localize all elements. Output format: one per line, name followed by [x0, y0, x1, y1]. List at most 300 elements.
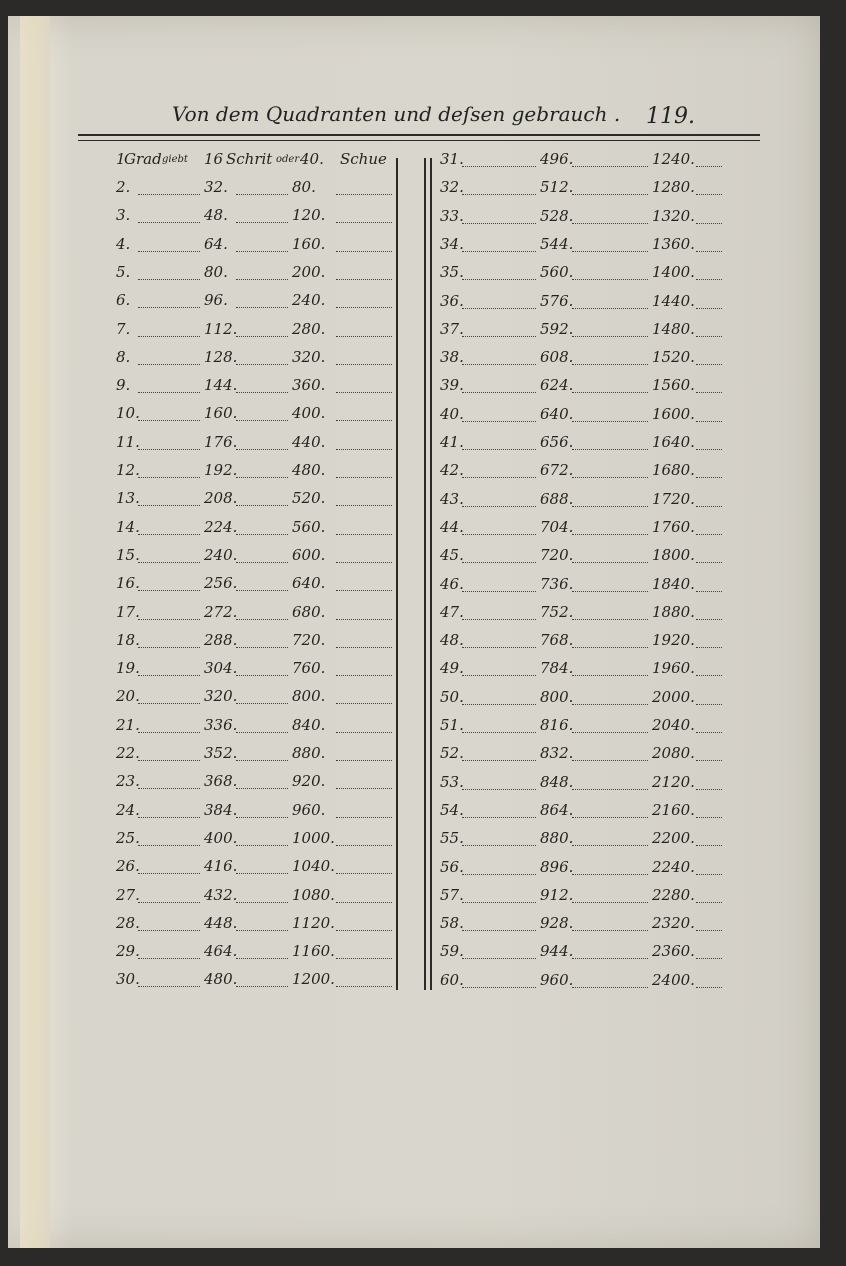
- table-row: [116, 914, 392, 938]
- table-row: [116, 829, 392, 853]
- schrit-cell: 576.: [540, 291, 574, 310]
- dot-leader: [696, 789, 722, 790]
- dot-leader: [696, 874, 722, 875]
- dot-leader: [462, 987, 536, 988]
- schrit-cell: 704.: [540, 517, 574, 536]
- schrit-cell: 64.: [204, 234, 228, 253]
- table-row: [440, 942, 722, 966]
- dot-leader: [236, 364, 288, 365]
- schrit-cell: 432.: [204, 885, 238, 904]
- dot-leader: [336, 307, 392, 308]
- grad-cell: 41.: [440, 433, 464, 451]
- schrit-cell: 160.: [204, 404, 238, 423]
- dot-leader: [572, 194, 648, 195]
- table-row: [116, 489, 392, 513]
- schue-cell: 1600.: [652, 404, 695, 423]
- dot-leader: [138, 817, 200, 818]
- dot-leader: [336, 732, 392, 733]
- grad-cell: 6.: [116, 291, 131, 310]
- table-row: [116, 857, 392, 881]
- table-row: [116, 404, 392, 428]
- schue-cell: 1560.: [652, 376, 695, 395]
- grad-cell: 17.: [116, 602, 140, 621]
- table-row: [116, 320, 392, 344]
- dot-leader: [696, 902, 722, 903]
- dot-leader: [336, 873, 392, 874]
- grad-cell: 34.: [440, 234, 464, 253]
- table-row: [116, 348, 392, 372]
- schrit-cell: 800.: [540, 687, 574, 706]
- schue-cell: 2280.: [652, 885, 695, 904]
- grad-label: Grad: [124, 150, 162, 168]
- dot-leader: [236, 986, 288, 987]
- schue-cell: 480.: [292, 461, 326, 479]
- dot-leader: [572, 506, 648, 507]
- dot-leader: [236, 477, 288, 478]
- first-schue-value: 40.: [300, 150, 324, 168]
- grad-cell: 5.: [116, 262, 131, 281]
- table-row: [440, 575, 722, 599]
- schue-cell: 80.: [292, 178, 316, 196]
- dot-leader: [462, 506, 536, 507]
- grad-cell: 44.: [440, 517, 464, 536]
- schrit-cell: 240.: [204, 545, 238, 564]
- dot-leader: [236, 845, 288, 846]
- schrit-label: Schrit: [226, 150, 273, 168]
- dot-leader: [138, 307, 200, 308]
- dot-leader: [696, 845, 722, 846]
- dot-leader: [336, 251, 392, 252]
- dot-leader: [236, 307, 288, 308]
- schrit-cell: 384.: [204, 800, 238, 819]
- schrit-cell: 480.: [204, 970, 238, 989]
- dot-leader: [696, 194, 722, 195]
- dot-leader: [462, 647, 536, 648]
- dot-leader: [462, 902, 536, 903]
- schue-cell: 960.: [292, 800, 326, 819]
- page-number: 119.: [646, 104, 695, 129]
- schrit-cell: 640.: [540, 404, 574, 423]
- grad-cell: 59.: [440, 942, 464, 961]
- dot-leader: [138, 477, 200, 478]
- schrit-cell: 848.: [540, 772, 574, 791]
- grad-cell: 45.: [440, 546, 464, 565]
- schue-cell: 2160.: [652, 800, 695, 819]
- dot-leader: [138, 788, 200, 789]
- table-row: [440, 263, 722, 287]
- dot-leader: [572, 789, 648, 790]
- schrit-cell: 880.: [540, 829, 574, 848]
- dot-leader: [572, 421, 648, 422]
- dot-leader: [572, 902, 648, 903]
- dot-leader: [236, 222, 288, 223]
- dot-leader: [462, 166, 536, 167]
- dot-leader: [336, 336, 392, 337]
- dot-leader: [236, 817, 288, 818]
- schue-cell: 1360.: [652, 234, 695, 253]
- table-row: [440, 716, 722, 740]
- grad-cell: 20.: [116, 687, 140, 706]
- dot-leader: [138, 930, 200, 931]
- grad-cell: 31.: [440, 150, 464, 168]
- schue-cell: 640.: [292, 574, 326, 593]
- schrit-cell: 544.: [540, 234, 574, 253]
- table-row: [116, 433, 392, 457]
- schrit-cell: 176.: [204, 432, 238, 451]
- dot-leader: [236, 392, 288, 393]
- schue-cell: 1400.: [652, 263, 695, 282]
- schrit-cell: 784.: [540, 659, 574, 678]
- schue-cell: 1160.: [292, 942, 335, 961]
- grad-cell: 53.: [440, 772, 464, 791]
- dot-leader: [236, 279, 288, 280]
- dot-leader: [696, 166, 722, 167]
- grad-cell: 23.: [116, 772, 140, 791]
- dot-leader: [572, 166, 648, 167]
- schue-cell: 200.: [292, 262, 326, 281]
- schue-cell: 440.: [292, 432, 326, 451]
- schue-cell: 2360.: [652, 942, 695, 961]
- grad-cell: 4.: [116, 234, 131, 253]
- dot-leader: [336, 619, 392, 620]
- grad-cell: 27.: [116, 885, 140, 904]
- table-row: [116, 772, 392, 796]
- dot-leader: [236, 873, 288, 874]
- table-row: [116, 263, 392, 287]
- grad-cell: 56.: [440, 857, 464, 876]
- dot-leader: [336, 449, 392, 450]
- dot-leader: [572, 279, 648, 280]
- grad-cell: 39.: [440, 376, 464, 395]
- dot-leader: [572, 477, 648, 478]
- dot-leader: [236, 420, 288, 421]
- schue-cell: 1960.: [652, 659, 695, 678]
- dot-leader: [462, 194, 536, 195]
- dot-leader: [236, 534, 288, 535]
- schue-cell: 840.: [292, 715, 326, 734]
- dot-leader: [572, 817, 648, 818]
- dot-leader: [572, 336, 648, 337]
- grad-cell: 46.: [440, 574, 464, 593]
- table-row: [440, 688, 722, 712]
- schue-cell: 2040.: [652, 716, 695, 734]
- dot-leader: [572, 874, 648, 875]
- table-row: [440, 320, 722, 344]
- dot-leader: [336, 788, 392, 789]
- dot-leader: [138, 675, 200, 676]
- table-header-row: [116, 150, 394, 174]
- schrit-cell: 624.: [540, 376, 574, 395]
- table-row: [116, 970, 392, 994]
- dot-leader: [138, 505, 200, 506]
- schrit-cell: 672.: [540, 461, 574, 480]
- table-row: [440, 971, 722, 995]
- dot-leader: [138, 194, 200, 195]
- schrit-cell: 896.: [540, 857, 574, 876]
- schue-cell: 1880.: [652, 602, 695, 621]
- schrit-cell: 272.: [204, 602, 238, 621]
- schrit-cell: 336.: [204, 715, 238, 734]
- dot-leader: [138, 845, 200, 846]
- dot-leader: [572, 619, 648, 620]
- schrit-cell: 368.: [204, 772, 238, 791]
- schue-cell: 2000.: [652, 687, 695, 706]
- table-row: [116, 631, 392, 655]
- dot-leader: [138, 251, 200, 252]
- grad-cell: 43.: [440, 489, 464, 508]
- dot-leader: [696, 477, 722, 478]
- table-row: [440, 150, 722, 174]
- grad-cell: 19.: [116, 659, 140, 678]
- grad-cell: 12.: [116, 461, 140, 479]
- dot-leader: [336, 760, 392, 761]
- dot-leader: [696, 251, 722, 252]
- grad-cell: 25.: [116, 828, 140, 847]
- grad-cell: 30.: [116, 970, 140, 989]
- dot-leader: [696, 817, 722, 818]
- table-row: [116, 942, 392, 966]
- dot-leader: [696, 958, 722, 959]
- dot-leader: [336, 279, 392, 280]
- dot-leader: [696, 279, 722, 280]
- table-row: [440, 801, 722, 825]
- schrit-cell: 496.: [540, 150, 574, 168]
- table-row: [440, 546, 722, 570]
- dot-leader: [236, 958, 288, 959]
- dot-leader: [462, 449, 536, 450]
- dot-leader: [572, 675, 648, 676]
- dot-leader: [336, 930, 392, 931]
- schue-cell: 760.: [292, 659, 326, 678]
- schue-cell: 1440.: [652, 291, 695, 310]
- schrit-cell: 96.: [204, 291, 228, 310]
- table-row: [116, 574, 392, 598]
- table-row: [440, 376, 722, 400]
- dot-leader: [572, 930, 648, 931]
- table-row: [440, 744, 722, 768]
- table-row: [440, 914, 722, 938]
- dot-leader: [462, 308, 536, 309]
- schue-cell: 1680.: [652, 461, 695, 480]
- grad-cell: 47.: [440, 602, 464, 621]
- schue-cell: 1320.: [652, 206, 695, 225]
- dot-leader: [572, 760, 648, 761]
- dot-leader: [572, 704, 648, 705]
- schrit-cell: 400.: [204, 828, 238, 847]
- dot-leader: [462, 534, 536, 535]
- table-row: [116, 376, 392, 400]
- grad-cell: 7.: [116, 319, 131, 338]
- schrit-cell: 320.: [204, 687, 238, 706]
- schue-cell: 520.: [292, 489, 326, 508]
- schrit-cell: 288.: [204, 630, 238, 649]
- schrit-cell: 688.: [540, 489, 574, 508]
- table-row: [440, 858, 722, 882]
- dot-leader: [696, 336, 722, 337]
- header-rule-thin: [78, 140, 760, 141]
- table-row: [440, 603, 722, 627]
- dot-leader: [336, 194, 392, 195]
- grad-cell: 9.: [116, 376, 131, 395]
- schrit-cell: 128.: [204, 347, 238, 366]
- dot-leader: [138, 986, 200, 987]
- schrit-cell: 416.: [204, 857, 238, 876]
- dot-leader: [572, 449, 648, 450]
- dot-leader: [138, 958, 200, 959]
- schrit-cell: 352.: [204, 744, 238, 762]
- schrit-cell: 32.: [204, 178, 228, 196]
- dot-leader: [462, 789, 536, 790]
- grad-cell: 48.: [440, 631, 464, 650]
- table-row: [116, 291, 392, 315]
- grad-cell: 37.: [440, 319, 464, 338]
- schrit-cell: 928.: [540, 914, 574, 933]
- grad-cell: 40.: [440, 404, 464, 423]
- dot-leader: [696, 449, 722, 450]
- schrit-cell: 144.: [204, 376, 238, 395]
- schue-cell: 1480.: [652, 319, 695, 338]
- first-schrit-value: 16: [204, 150, 224, 168]
- dot-leader: [462, 930, 536, 931]
- grad-cell: 10.: [116, 404, 140, 423]
- dot-leader: [236, 760, 288, 761]
- schrit-cell: 80.: [204, 262, 228, 281]
- schue-cell: 1800.: [652, 546, 695, 565]
- schue-cell: 2120.: [652, 772, 695, 791]
- grad-cell: 51.: [440, 716, 464, 734]
- grad-cell: 52.: [440, 744, 464, 763]
- schue-cell: 120.: [292, 206, 326, 225]
- schrit-cell: 256.: [204, 574, 238, 593]
- dot-leader: [138, 336, 200, 337]
- dot-leader: [696, 534, 722, 535]
- dot-leader: [336, 364, 392, 365]
- schue-cell: 560.: [292, 517, 326, 536]
- dot-leader: [462, 874, 536, 875]
- dot-leader: [572, 987, 648, 988]
- table-row: [116, 716, 392, 740]
- schue-cell: 160.: [292, 234, 326, 253]
- schue-cell: 1120.: [292, 913, 335, 932]
- table-row: [440, 433, 722, 457]
- schrit-cell: 608.: [540, 348, 574, 367]
- schue-cell: 2320.: [652, 914, 695, 933]
- dot-leader: [236, 619, 288, 620]
- dot-leader: [236, 930, 288, 931]
- schue-cell: 1720.: [652, 489, 695, 508]
- dot-leader: [138, 222, 200, 223]
- dot-leader: [336, 647, 392, 648]
- schue-cell: 1240.: [652, 150, 695, 168]
- dot-leader: [696, 732, 722, 733]
- table-row: [116, 235, 392, 259]
- grad-cell: 8.: [116, 347, 131, 366]
- dot-leader: [696, 647, 722, 648]
- table-row: [116, 206, 392, 230]
- schrit-cell: 192.: [204, 461, 238, 479]
- schrit-cell: 528.: [540, 206, 574, 225]
- table-row: [440, 490, 722, 514]
- schrit-cell: 224.: [204, 517, 238, 536]
- table-row: [440, 207, 722, 231]
- dot-leader: [336, 534, 392, 535]
- schue-label: Schue: [340, 150, 387, 168]
- schrit-cell: 816.: [540, 716, 574, 734]
- grad-cell: 16.: [116, 574, 140, 593]
- dot-leader: [336, 817, 392, 818]
- column-divider-left: [396, 158, 398, 990]
- dot-leader: [236, 647, 288, 648]
- table-row: [440, 348, 722, 372]
- dot-leader: [462, 817, 536, 818]
- dot-leader: [236, 675, 288, 676]
- schrit-cell: 656.: [540, 433, 574, 451]
- dot-leader: [236, 590, 288, 591]
- binding-margin: [20, 16, 50, 1248]
- dot-leader: [462, 845, 536, 846]
- grad-cell: 55.: [440, 829, 464, 848]
- dot-leader: [462, 336, 536, 337]
- schue-cell: 1080.: [292, 885, 335, 904]
- dot-leader: [572, 732, 648, 733]
- header-rule: [78, 134, 760, 136]
- schrit-cell: 448.: [204, 913, 238, 932]
- dot-leader: [336, 902, 392, 903]
- dot-leader: [696, 760, 722, 761]
- dot-leader: [462, 958, 536, 959]
- schue-cell: 1760.: [652, 517, 695, 536]
- schrit-cell: 304.: [204, 659, 238, 678]
- grad-cell: 22.: [116, 744, 140, 762]
- dot-leader: [462, 732, 536, 733]
- dot-leader: [236, 788, 288, 789]
- dot-leader: [696, 619, 722, 620]
- schrit-cell: 864.: [540, 800, 574, 819]
- grad-cell: 32.: [440, 178, 464, 197]
- dot-leader: [138, 534, 200, 535]
- dot-leader: [572, 958, 648, 959]
- dot-leader: [236, 336, 288, 337]
- dot-leader: [236, 505, 288, 506]
- grad-cell: 24.: [116, 800, 140, 819]
- schrit-cell: 720.: [540, 546, 574, 565]
- grad-cell: 38.: [440, 348, 464, 367]
- dot-leader: [462, 591, 536, 592]
- schue-cell: 1280.: [652, 178, 695, 197]
- dot-leader: [462, 251, 536, 252]
- schrit-cell: 752.: [540, 602, 574, 621]
- schue-cell: 400.: [292, 404, 326, 423]
- dot-leader: [572, 647, 648, 648]
- schue-cell: 2400.: [652, 970, 695, 989]
- table-row: [116, 659, 392, 683]
- schue-cell: 2240.: [652, 857, 695, 876]
- dot-leader: [236, 449, 288, 450]
- grad-cell: 15.: [116, 545, 140, 564]
- schue-cell: 1000.: [292, 828, 335, 847]
- dot-leader: [138, 703, 200, 704]
- dot-leader: [138, 420, 200, 421]
- dot-leader: [336, 675, 392, 676]
- dot-leader: [138, 590, 200, 591]
- table-row: [116, 801, 392, 825]
- dot-leader: [696, 506, 722, 507]
- dot-leader: [572, 845, 648, 846]
- schue-cell: 1840.: [652, 574, 695, 593]
- dot-leader: [336, 477, 392, 478]
- schue-cell: 1040.: [292, 857, 335, 876]
- dot-leader: [138, 619, 200, 620]
